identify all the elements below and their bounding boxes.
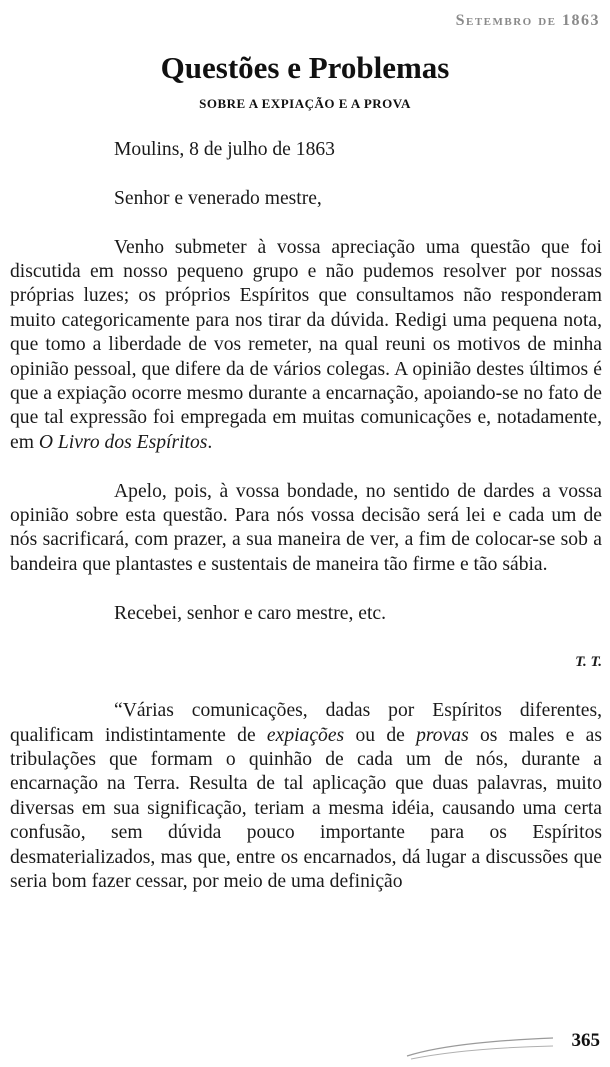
running-head: Setembro de 1863 <box>455 12 600 29</box>
letter-signature: T. T. <box>575 654 602 671</box>
letter-paragraph-2: Apelo, pois, à vossa bondade, no sentido de dardes a vossa opinião sobre esta questão. Para nós vossa decisão será lei e cada um de nós sacrificará, com prazer, a sua maneira de ver, a fim de colocar-se sob a bandeira que plantastes e sustentais de maneira tão firme e tão sábia. <box>10 480 602 575</box>
letter-salutation: Senhor e venerado mestre, <box>114 187 322 209</box>
letter-paragraph-1-text: Venho submeter à vossa apreciação uma questão que foi discutida em nosso pequeno grupo e não pudemos resolver por nossas próprias luzes; os próprios Espíritos que consultamos não responderam muito categoricamente para nos tirar da dúvida. Redigi uma pequena nota, que tomo a liberdade de vos remeter, na qual reuni os motivos de minha opinião pessoal, que difere da de vários colegas. A opinião destes últimos é que a expiação ocorre mesmo durante a encarnação, apoiando-se no fato de que tal expressão foi empregada em muitas comunicações e, notadamente, em <box>10 236 602 453</box>
article-subtitle: SOBRE A EXPIAÇÃO E A PROVA <box>199 96 411 111</box>
letter-paragraph-1 <box>10 236 602 456</box>
page-number: 365 <box>571 1030 600 1051</box>
flourish-ornament <box>405 1032 555 1062</box>
letter-paragraph-1-end: . <box>207 431 213 453</box>
note-text-a: “Várias comunicações, dadas por Espíritos diferentes, qualificam indistintamente de <box>10 700 602 746</box>
note-text-c: os males e as tribulações que formam o quinhão de cada um de nós, durante a encarnação na Terra. Resulta de tal aplicação que duas palavras, muito diversas em sua significação, teriam a mesma idéia, causando uma certa confusão, sem dúvida pouco importante para os Espíritos desmaterializados, mas que, entre os encarnados, dá lugar a discussões que seria bom fazer cessar, por meio de uma definição <box>10 724 602 893</box>
article-title: Questões e Problemas <box>160 50 450 85</box>
body-text <box>10 138 602 895</box>
term-provas: provas <box>416 724 469 746</box>
note-paragraph <box>10 699 602 894</box>
note-text-b: ou de <box>344 724 417 746</box>
book-title: O Livro dos Espíritos <box>38 431 208 453</box>
letter-place-date: Moulins, 8 de julho de 1863 <box>114 139 335 160</box>
term-expiacoes: expiações <box>266 724 345 746</box>
letter-closing: Recebei, senhor e caro mestre, etc. <box>114 602 386 624</box>
